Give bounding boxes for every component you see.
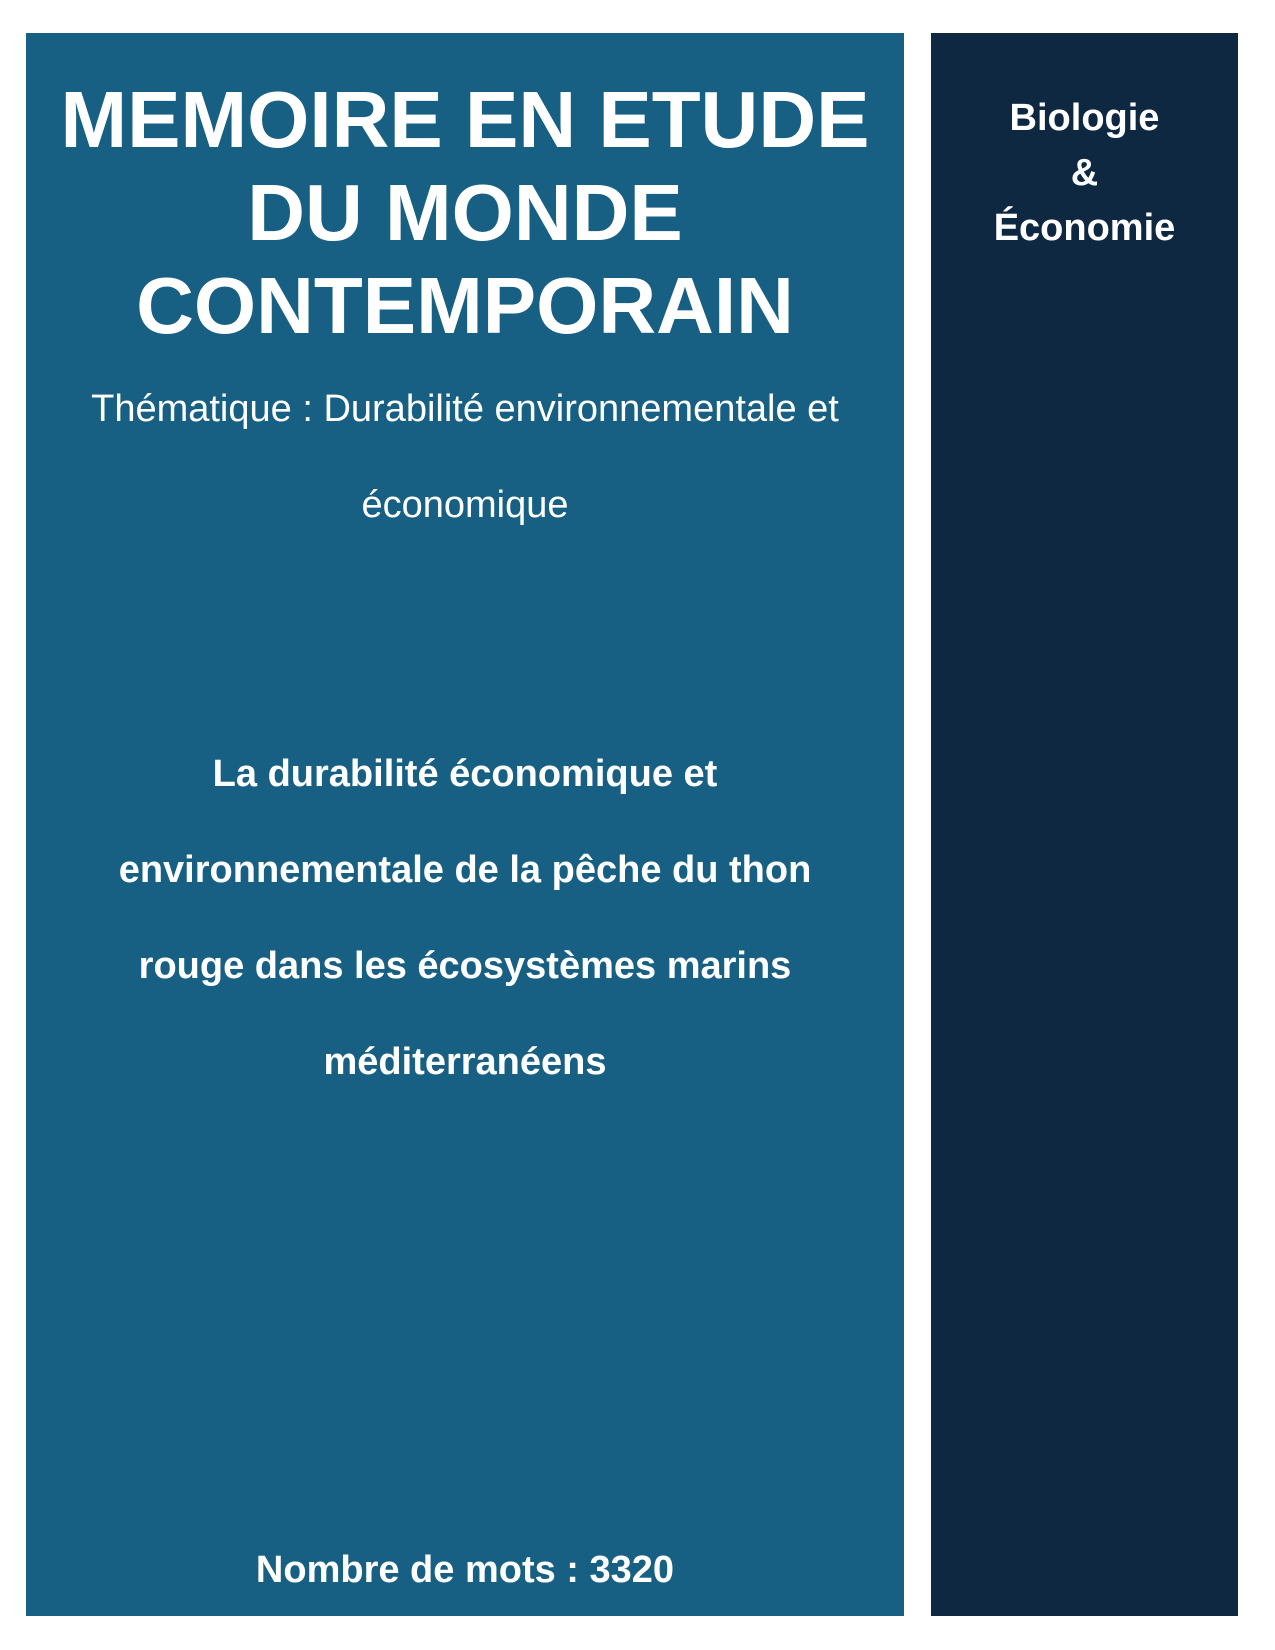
discipline-line: Biologie (1009, 97, 1160, 139)
title-line: MEMOIRE EN ETUDE (60, 75, 870, 164)
subject-line: environnementale de la pêche du thon (118, 849, 812, 891)
subject-line: La durabilité économique et (212, 753, 718, 795)
thematique-line: économique (361, 484, 569, 526)
cover-main-panel (26, 33, 904, 1616)
word-count: Nombre de mots : 3320 (255, 1549, 675, 1591)
thematique-subtitle (26, 361, 904, 553)
discipline-line: & (1070, 152, 1099, 194)
cover-side-panel (931, 33, 1238, 1616)
discipline-line: Économie (993, 207, 1176, 249)
thesis-subject (26, 726, 904, 1110)
discipline-label (931, 91, 1238, 256)
title-line: DU MONDE (247, 168, 683, 257)
title-line: CONTEMPORAIN (136, 261, 794, 350)
subject-line: rouge dans les écosystèmes marins (138, 945, 792, 987)
thematique-line: Thématique : Durabilité environnementale et (91, 388, 839, 430)
document-title (26, 73, 904, 352)
subject-line: méditerranéens (323, 1041, 607, 1083)
